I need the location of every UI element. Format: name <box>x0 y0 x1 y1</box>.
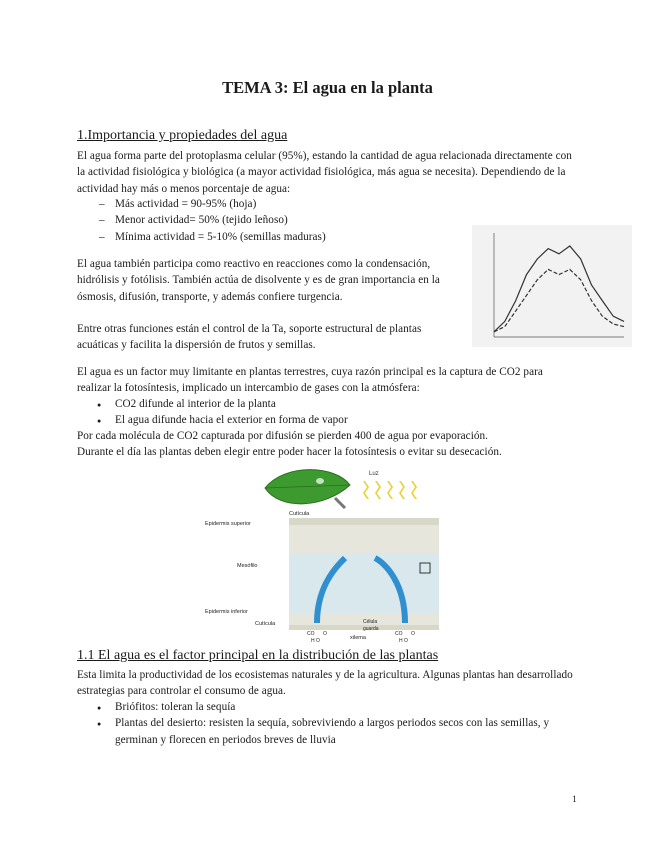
list-item: ● Plantas del desierto: resisten la sequía, sobreviviendo a largos periodos secos con las semillas, y germinan y florecen en periodos breves de lluvia <box>77 715 577 748</box>
list-item: – Menor actividad= 50% (tejido leñoso) <box>77 212 577 228</box>
label-xilema: xilema <box>350 635 366 641</box>
label-co2-right: CO <box>395 631 403 637</box>
section1-para3: Entre otras funciones están el control de la Ta, soporte estructural de plantas acuáticas y facilita la dispersión de frutos y semillas. <box>77 323 422 352</box>
list-item: ● Briófitos: toleran la sequía <box>77 699 577 715</box>
label-epidermis-superior: Epidermis superior <box>205 521 251 527</box>
mesophyll <box>289 553 439 613</box>
chart-background <box>472 225 632 347</box>
list-item: – Más actividad = 90-95% (hoja) <box>77 196 577 212</box>
label-celula: Célula <box>363 619 378 625</box>
page-title: TEMA 3: El agua en la planta <box>222 78 433 97</box>
label-cuticula-bottom: Cutícula <box>255 621 276 627</box>
label-guarda: guarda <box>363 626 379 632</box>
line-chart <box>472 225 632 347</box>
label-co2-left: CO <box>307 631 315 637</box>
plant-strategies-list <box>77 699 577 748</box>
section1-para5: Por cada molécula de CO2 capturada por difusión se pierden 400 de agua por evaporación. <box>77 430 488 442</box>
list-item: ● CO2 difunde al interior de la planta <box>77 396 577 412</box>
label-luz: Luz <box>369 471 379 477</box>
list-item: – Mínima actividad = 5-10% (semillas maduras) <box>77 229 577 245</box>
section-heading-importancia: 1.Importancia y propiedades del agua <box>77 128 288 143</box>
leaf-spot <box>316 478 324 484</box>
page-number: 1 <box>572 795 577 805</box>
section1-para2: El agua también participa como reactivo en reacciones como la condensación, hidrólisis y fotólisis. También actúa de disolvente y es de gran importancia en la ósmosis, difusión, transporte, y además confiere turgencia. <box>77 258 440 303</box>
leaf-gas-exchange-diagram <box>205 463 450 643</box>
section-heading-distribucion: 1.1 El agua es el factor principal en la distribución de las plantas <box>77 648 439 663</box>
label-mesofilo: Mesófilo <box>237 563 258 569</box>
sun-rays-icon <box>363 481 417 499</box>
label-epidermis-inferior: Epidermis inferior <box>205 609 248 615</box>
label-o2-right: O <box>411 631 415 637</box>
label-h2o-right: H O <box>399 638 408 643</box>
label-h2o-left: H O <box>311 638 320 643</box>
cuticle-top <box>289 518 439 525</box>
list-item: ● El agua difunde hacia el exterior en forma de vapor <box>77 412 577 428</box>
section1-para4: El agua es un factor muy limitante en plantas terrestres, cuya razón principal es la captura de CO2 para realizar la fotosíntesis, implicado un intercambio de gases con la atmósfera: <box>77 366 543 395</box>
upper-epidermis <box>289 525 439 553</box>
section1-para6: Durante el día las plantas deben elegir entre poder hacer la fotosíntesis o evitar su desecación. <box>77 446 502 458</box>
gas-exchange-list <box>77 396 577 429</box>
zoom-arrow-icon <box>335 498 345 508</box>
section2-intro: Esta limita la productividad de los ecosistemas naturales y de la agricultura. Algunas plantas han desarrollado estrategias para controlar el consumo de agua. <box>77 669 573 698</box>
section1-intro: El agua forma parte del protoplasma celular (95%), estando la cantidad de agua relacionada directamente con la actividad fisiológica y biológica (a mayor actividad fisiológica, más agua se necesita). Dependiendo de la actividad hay más o menos porcentaje de agua: <box>77 150 572 195</box>
label-cuticula-top: Cutícula <box>289 511 310 517</box>
label-o2-left: O <box>323 631 327 637</box>
